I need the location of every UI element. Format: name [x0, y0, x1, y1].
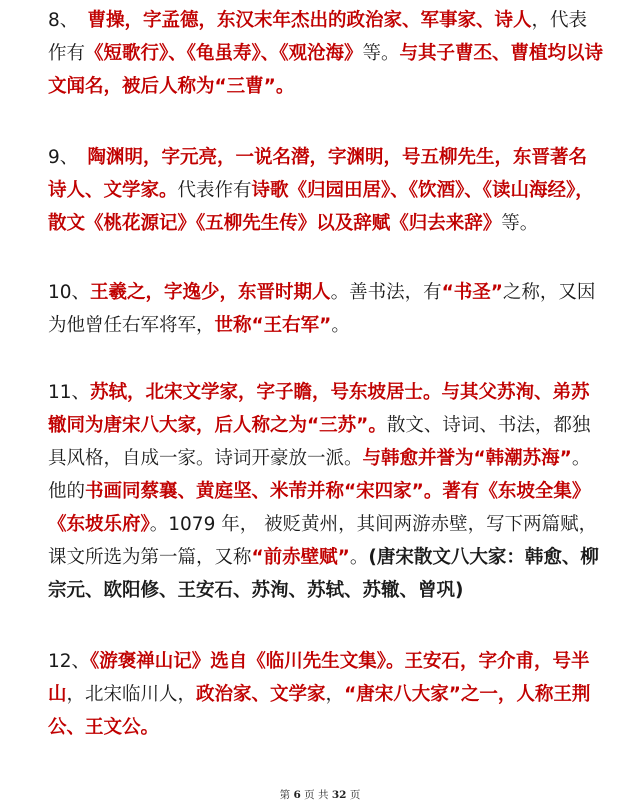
highlighted-text: 与韩愈并誉为“韩潮苏海” — [362, 448, 572, 469]
footer-prefix: 第 — [279, 789, 291, 801]
highlighted-text: 世称“王右军” — [214, 315, 332, 336]
highlighted-text: 与其子曹丕、曹植均以诗文闻名，被后人称为“三曹”。 — [48, 43, 604, 97]
plain-text: 。善书法，有 — [330, 282, 442, 303]
plain-text: 之称，又因为他曾任右军将军， — [48, 282, 596, 336]
plain-text: 11、 — [48, 382, 91, 403]
plain-text: 等。 — [501, 213, 539, 234]
plain-text: 散文、诗词、书法，都独具风格，自成一家。诗词开豪放一派。 — [48, 415, 591, 469]
plain-text: 等。 — [362, 43, 400, 64]
highlighted-text: “前赤壁赋” — [251, 547, 350, 568]
plain-text: 代表作有 — [177, 180, 252, 201]
footer-total-pages: 32 — [331, 789, 347, 801]
highlighted-text: 苏轼，北宋文学家，字子瞻，号东坡居士。与其父苏洵、弟苏辙同为唐宋八大家，后人称之为“三苏”。 — [48, 382, 590, 436]
plain-text: 。他的 — [48, 448, 591, 502]
plain-text: ，代表作有 — [48, 10, 588, 64]
footer-page-number: 6 — [293, 789, 301, 801]
footer-middle: 页 共 — [304, 789, 329, 801]
plain-text: 8、 — [48, 10, 70, 31]
highlighted-text: 王羲之，字逸少，东晋时期人 — [90, 282, 331, 303]
highlighted-text: 诗歌《归园田居》、《饮酒》、《读山海经》，散文《桃花源记》《五柳先生传》以及辞赋《归去来辞》 — [48, 180, 594, 234]
paragraph-12 — [48, 645, 604, 744]
plain-text: 。 — [349, 547, 369, 568]
paragraph-11 — [48, 376, 604, 607]
highlighted-text: 《游褒禅山记》选自《临川先生文集》。王安石，字介甫，号半山 — [48, 651, 590, 705]
highlighted-text: (唐宋散文八大家：韩愈、柳宗元、欧阳修、王安石、苏洵、苏轼、苏辙、曾巩) — [48, 547, 599, 601]
highlighted-text: 《短歌行》、《龟虽寿》、《观沧海》 — [85, 43, 363, 64]
paragraph-10 — [48, 276, 604, 342]
highlighted-text: 陶渊明，字元亮，一说名潜，字渊明，号五柳先生，东晋著名诗人、文学家。 — [48, 147, 588, 201]
plain-text: 10、 — [48, 282, 91, 303]
highlighted-text: “唐宋八大家”之一，人称王荆公、王文公。 — [48, 684, 591, 738]
paragraph-9 — [48, 141, 604, 240]
paragraph-8 — [48, 4, 604, 103]
plain-text: 12、 — [48, 651, 91, 672]
page-footer — [0, 787, 640, 802]
highlighted-text: 曹操，字孟德，东汉末年杰出的政治家、军事家、诗人 — [69, 10, 532, 31]
highlighted-text: “书圣” — [441, 282, 503, 303]
plain-text: 9、 — [48, 147, 70, 168]
footer-suffix: 页 — [349, 789, 361, 801]
plain-text: 。1079 年， 被贬黄州，其间两游赤壁，写下两篇赋，课文所选为第一篇，又称 — [48, 514, 598, 568]
highlighted-text: 书画同蔡襄、黄庭坚、米芾并称“宋四家”。著有《东坡全集》《东坡乐府》 — [48, 481, 591, 535]
plain-text: ， — [325, 684, 345, 705]
highlighted-text: 政治家、文学家 — [196, 684, 326, 705]
plain-text: 。 — [331, 315, 350, 336]
plain-text: ，北宋临川人， — [66, 684, 197, 705]
